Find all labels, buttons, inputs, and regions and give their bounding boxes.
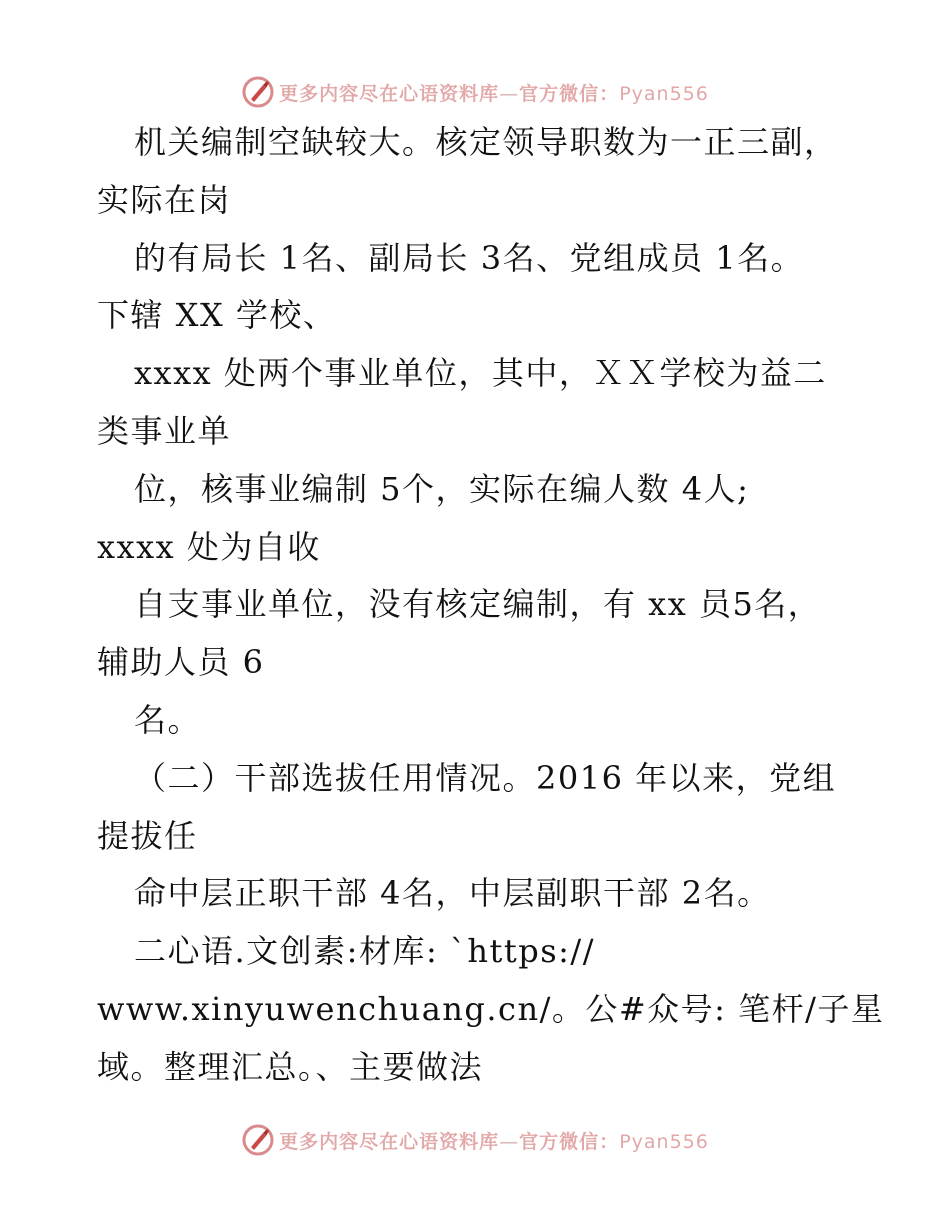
text-line: 位，核事业编制 5个，实际在编人数 4人; [134,469,750,508]
text-line: 类事业单 [97,412,232,450]
text-line: 机关编制空缺较大。核定领导职数为一正三副， [134,123,838,161]
text-line: 下辖 XX 学校、 [97,296,337,335]
text-line: 自支事业单位，没有核定编制，有 xx 员5名， [134,585,822,624]
text-line: 实际在岗 [97,180,232,219]
footer-watermark [0,1120,950,1160]
text-line: （二）干部选拔任用情况。2016 年以来，党组 [134,758,837,797]
pen-logo-icon [241,75,275,109]
pen-logo-icon [241,1123,275,1157]
text-line: 辅助人员 6 [97,643,265,682]
text-line: 域。整理汇总。、主要做法 [97,1047,484,1086]
text-line: 名。 [134,701,202,739]
text-line: 的有局长 1名、副局长 3名、党组成员 1名。 [134,238,805,277]
text-line: 二心语.文创素:材库: `https:// [134,932,595,971]
watermark-text: 更多内容尽在心语资料库—官方微信：Pyan556 [279,82,709,105]
text-line: 提拔任 [97,816,198,855]
text-line: www.xinyuwenchuang.cn/。公#众号: 笔杆/子星 [97,990,885,1028]
text-line: xxxx 处为自收 [97,527,321,566]
header-watermark [0,72,950,112]
watermark-text: 更多内容尽在心语资料库—官方微信：Pyan556 [279,1130,709,1153]
text-line: 命中层正职干部 4名，中层副职干部 2名。 [134,874,771,913]
text-line: xxxx 处两个事业单位，其中，ＸＸ学校为益二 [134,354,827,393]
